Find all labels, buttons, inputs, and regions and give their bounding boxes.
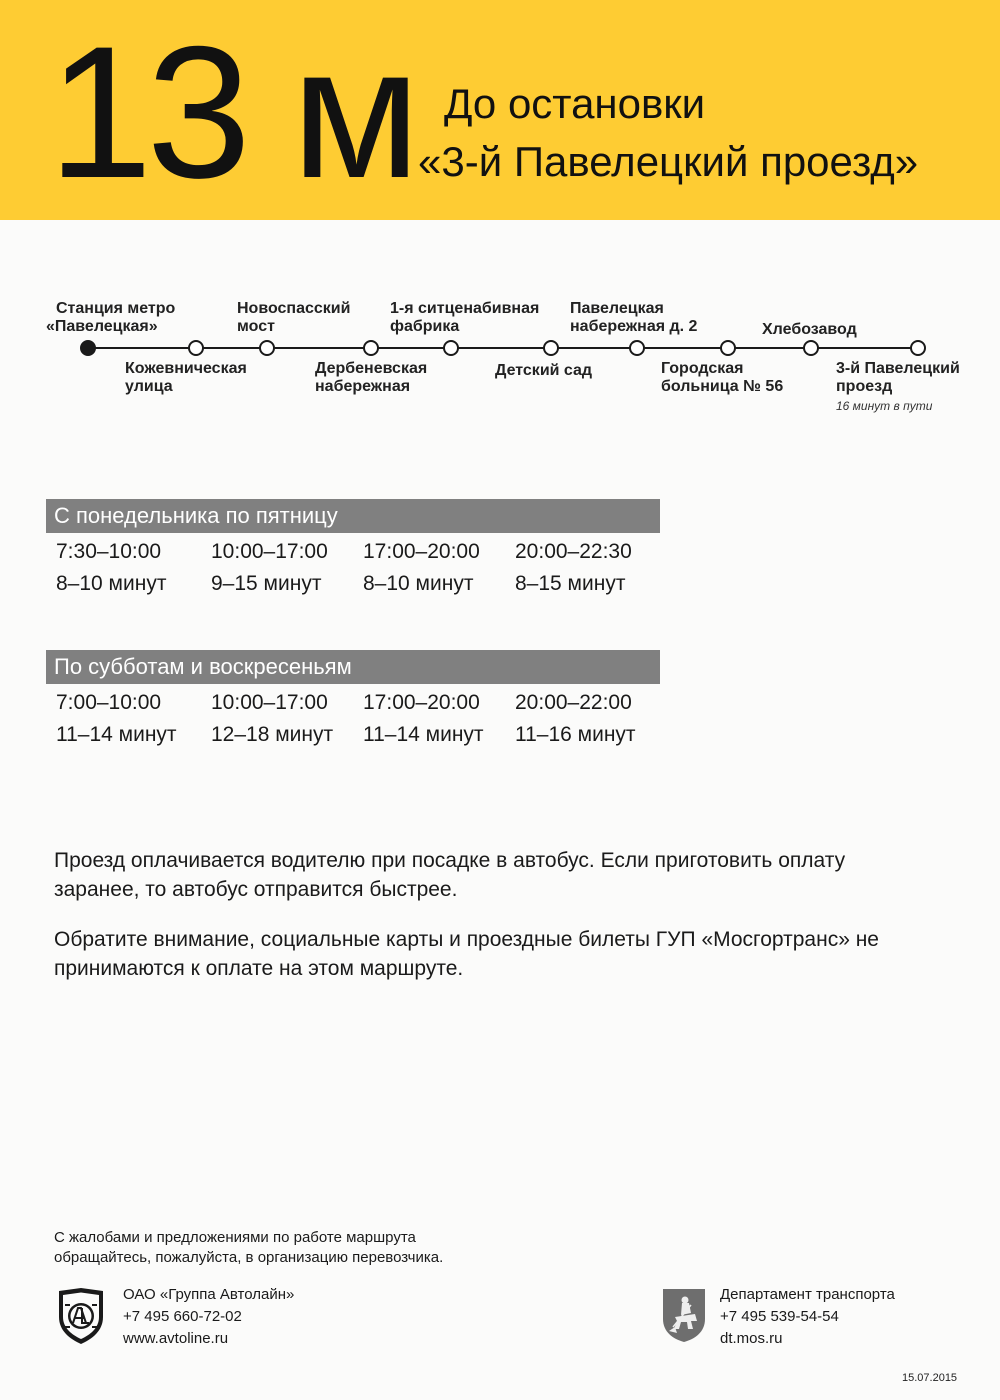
stop-label-line: Павелецкая — [570, 300, 664, 317]
stop-label-line: 1-я ситценабивная — [390, 300, 540, 317]
stop-label-line: Дербеневская — [315, 360, 428, 377]
stop-label-line: мост — [237, 318, 275, 335]
stop-label-line: Городская — [661, 360, 744, 377]
stop-label-line: 3-й Павелецкий — [836, 360, 960, 377]
weekend-interval: 11–16 минут — [515, 723, 636, 746]
weekend-interval: 12–18 минут — [211, 723, 334, 746]
stop-label-pavletskaya-nab — [570, 300, 697, 336]
weekday-time: 17:00–20:00 — [363, 540, 480, 563]
stop-marker — [630, 341, 644, 355]
weekday-time: 10:00–17:00 — [211, 540, 328, 563]
cards-notice: Обратите внимание, социальные карты и проездные билеты ГУП «Мосгортранс» не принимаются к оплате на этом маршруте. — [54, 928, 879, 980]
stop-label-hospital-56 — [661, 360, 783, 396]
print-date: 15.07.2015 — [902, 1372, 958, 1384]
weekday-schedule-header: С понедельника по пятницу — [46, 499, 660, 533]
weekend-time: 17:00–20:00 — [363, 691, 480, 714]
stop-marker — [189, 341, 203, 355]
stop-label-line: набережная д. 2 — [570, 318, 698, 335]
stop-label-line: Кожевническая — [125, 360, 247, 377]
stop-label-sitsenabivnaya — [390, 300, 539, 336]
carrier-name: ОАО «Группа Автолайн» — [123, 1286, 295, 1303]
route-header — [0, 0, 1000, 220]
weekday-time: 20:00–22:30 — [515, 540, 632, 563]
stop-label-detsky-sad — [495, 362, 592, 380]
carrier-phone: +7 495 660-72-02 — [123, 1308, 242, 1325]
department-phone: +7 495 539-54-54 — [720, 1308, 839, 1325]
weekend-time: 20:00–22:00 — [515, 691, 632, 714]
stop-marker — [544, 341, 558, 355]
weekend-schedule-header: По субботам и воскресеньям — [46, 650, 660, 684]
stop-marker — [364, 341, 378, 355]
weekday-interval: 8–15 минут — [515, 572, 626, 595]
destination-stop-name: «3-й Павелецкий проезд» — [418, 138, 919, 185]
stop-marker-start — [81, 341, 95, 355]
weekend-interval: 11–14 минут — [363, 723, 484, 746]
weekend-time: 7:00–10:00 — [56, 691, 162, 714]
payment-notice: Проезд оплачивается водителю при посадке в автобус. Если приготовить оплату заранее, то автобус отправится быстрее. — [54, 849, 846, 901]
stop-marker — [260, 341, 274, 355]
complaint-line: обращайтесь, пожалуйста, в организацию перевозчика. — [54, 1249, 444, 1266]
stop-label-line: Детский сад — [495, 362, 593, 379]
stop-label-line: улица — [125, 378, 173, 395]
weekend-interval: 11–14 минут — [56, 723, 177, 746]
stop-label-line: Хлебозавод — [762, 321, 857, 338]
stop-label-kozhevnicheskaya — [125, 360, 247, 396]
complaint-text — [54, 1228, 554, 1268]
stop-label-derbenevskaya — [315, 360, 427, 396]
weekend-time: 10:00–17:00 — [211, 691, 328, 714]
destination-label: До остановки — [444, 80, 706, 127]
stop-label-pavletskaya — [46, 300, 176, 336]
stop-label-line: фабрика — [390, 318, 460, 335]
stop-label-line: проезд — [836, 378, 893, 395]
complaint-line: С жалобами и предложениями по работе маршрута — [54, 1229, 416, 1246]
department-site: dt.mos.ru — [720, 1330, 783, 1347]
stop-label-line: «Павелецкая» — [46, 318, 158, 335]
weekday-interval: 8–10 минут — [56, 572, 167, 595]
stop-marker — [804, 341, 818, 355]
stop-label-line: Новоспасский — [237, 300, 351, 317]
stop-label-line: больница № 56 — [661, 378, 784, 395]
travel-time: 16 минут в пути — [836, 399, 933, 413]
route-number: 13 м — [48, 7, 415, 217]
weekday-interval: 9–15 минут — [211, 572, 322, 595]
stop-marker — [444, 341, 458, 355]
stop-label-line: набережная — [315, 378, 411, 395]
carrier-site: www.avtoline.ru — [123, 1330, 229, 1347]
weekday-interval: 8–10 минут — [363, 572, 474, 595]
stop-marker-end — [911, 341, 925, 355]
stop-label-line: Станция метро — [56, 300, 176, 317]
stop-label-3-paveletsky — [836, 360, 960, 396]
stop-marker — [721, 341, 735, 355]
stop-label-hlebozavod — [762, 321, 857, 339]
moscow-coat-of-arms-icon — [661, 1287, 707, 1343]
department-name: Департамент транспорта — [720, 1286, 895, 1303]
weekday-time: 7:30–10:00 — [56, 540, 162, 563]
stop-label-novospassky — [237, 300, 350, 336]
avtoline-logo-icon — [56, 1287, 106, 1345]
